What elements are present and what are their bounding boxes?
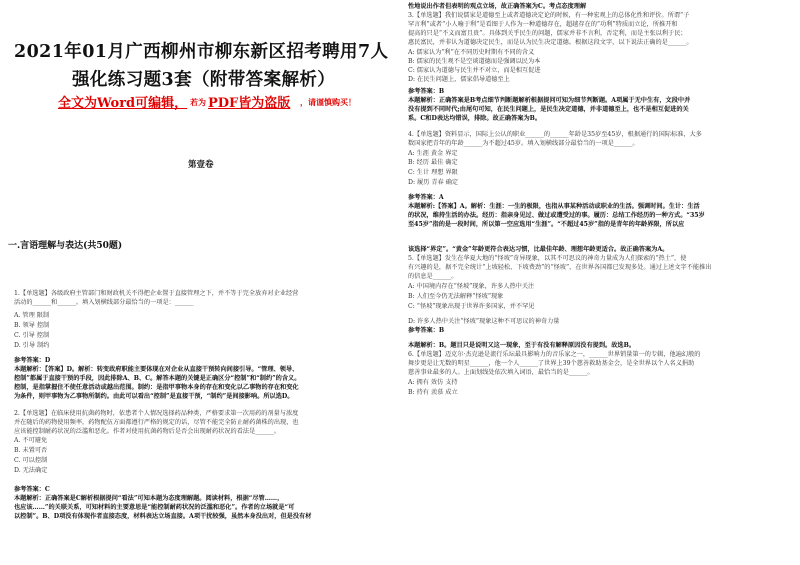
section-title: 一.言语理解与表达(共50题) (8, 241, 123, 251)
right-question-line: A: 生涯 黄金 界定 (408, 150, 458, 157)
right-question-line: A: 中国境内存在“怪坡”现象，许多人热中关注 (408, 283, 535, 290)
right-answer-line: 本题解析：正确答案是B考点细节判断题解析根据提问可知为细节判断题。A项属于无中生有，文段中并 (408, 97, 691, 104)
left-answer-line: 本题解析：【答案】D。解析：转变政府职能主要体现在对企业从直接干预转向间接引导。“管理、领导、 (14, 366, 299, 373)
right-answer-line: 系。C和D表达均错误，排除。故正确答案为B。 (408, 115, 542, 122)
right-question-line: 提高的只是“不义而富且贵”。具体到关乎民生的问题，儒家并非不言利，否定利，而是主张以利于民； (408, 30, 687, 37)
left-answer-line: 参考答案：C (14, 486, 50, 493)
left-answer-line: 以控制”。B、D项没有体现作者直接态度，材料表达立场直接。A项干扰较强，虽然本身没出对，但是没有材 (14, 513, 312, 520)
right-question-line: A: 儒家认为“利”在不同历史时期有不同的含义 (408, 49, 535, 56)
left-answer-line: 本题解析：正确答案是C解析根据提问“看法”可知本题为态度理解题。阅读材料，根据“尽管……， (14, 495, 284, 502)
left-question-line: C. 引导 控制 (14, 332, 50, 339)
right-question-line: 3.【单选题】我们说儒家是道德至上或者道德决定论的时候，有一种宏观上的总体化性和评价。所谓“子 (408, 12, 690, 19)
right-answer-line: 性地说出作者但表明的观点立场，故正确答案为C。考点态度理解 (408, 3, 587, 10)
right-question-line: 4.【单选题】资料显示，国际上公认的职业______的______年龄是35岁至45岁，根据通行的国际标准，大多 (408, 131, 702, 138)
right-question-line: B: 人们至今仍无法解释“怪坡”现象 (408, 293, 504, 300)
right-question-line: 的信息是______。 (408, 273, 458, 280)
right-answer-line: 至45岁”指的是一段时间，所以第一空应选用“生涯”。“不超过45岁”指的是青年的年龄界限，所以应 (408, 221, 685, 228)
right-question-line: B: 儒家的民生观不是空谈道德而是强调以民为本 (408, 58, 541, 65)
left-question-line: D. 无法确定 (14, 467, 48, 474)
document-title-line2: 强化练习题3套（附带答案解析） (72, 70, 336, 90)
right-question-line: C: 生计 理想 界限 (408, 169, 458, 176)
promo-tail: ，请谨慎购买！ (300, 97, 356, 107)
right-answer-line: 没有提到不同时代;由尾句可知，在民生问题上，是民生决定道德，并非道德至上，也不是相互促进的关 (408, 106, 689, 113)
left-answer-line: 为条件，则甲事物为乙事物所制约。由此可以看出“控制”是直接干预，“制约”是间接影响。所以选D。 (14, 393, 294, 400)
right-question-line: 数国家把青年的年龄______为不超过45岁。填入划横线部分最恰当的一项是______。 (408, 140, 639, 147)
right-column (400, 0, 800, 565)
left-question-line: A. 不可避免 (14, 437, 48, 444)
right-answer-line: 的状况，维持生活的办法。经历：指亲身见过、做过或遭受过的事。履历：总结工作经历的一种方式。“35岁 (408, 212, 705, 219)
left-question-line: B. 未置可否 (14, 447, 48, 454)
left-question-line: 应该能控制耐药状况的泛滥和恶化。作者对使用抗菌药物后是否会出现耐药状况的看法是______。 (14, 428, 281, 435)
left-answer-line: 也应该……”的关联关系，可知材料的主要意思是“能控制耐药状况的泛滥和恶化”。作者的立场就是“可 (14, 504, 295, 511)
left-question-line: 1.【单选题】各级政府主管部门和财政机关不得把企业置于直接管理之下，并不等于完全放弃对企业经营 (14, 290, 299, 297)
right-question-line: 慈善事业最多的人。上面划线处依次填入词语，最恰当的是______。 (408, 369, 594, 376)
right-question-line: 5.【单选题】发生在华夏大地的“怪坡”奇异现象，以其不可思议的神奇力量成为人们探索的“热土”，使 (408, 255, 687, 262)
right-answer-line: 参考答案：B (408, 327, 445, 334)
right-question-line: B: 经历 最佳 确定 (408, 159, 458, 166)
right-answer-line: 该选择“界定”。“黄金”年龄更符合表达习惯，比最佳年龄、理想年龄更适合。故正确答案为A。 (408, 246, 669, 253)
right-question-line: D: 许多人热中关注“怪坡”现象这种不可思议的神奇力量 (408, 318, 560, 325)
right-question-line: D: 履历 青春 确定 (408, 179, 459, 186)
left-question-line: 2.【单选题】在临床使用抗菌药物时，依患者个人情况选择药品种类，严格要求第一次用药的剂量与浓度 (14, 410, 299, 417)
right-answer-line: 本题解析:【答案】A。解析：生涯：一生的极限，也指从事某种活动或职业的生活。强调时间。生计：生活 (408, 203, 700, 210)
left-question-line: 并在随后的药物使用频率，药物配伍方面都遵行严格的规定的话，尽管不能完全防止耐药菌株的出现，也 (14, 419, 299, 426)
right-question-line: 惠民富民，并非认为道德决定民生，而是认为民生决定道德。根据这段文字，以下说法正确的是______。 (408, 39, 693, 46)
right-answer-line: 参考答案：B (408, 88, 445, 95)
right-answer-line: 参考答案：A (408, 194, 444, 201)
promo-pdf-prefix: 若为 (190, 97, 206, 107)
right-question-line: B: 持有 羡慕 成立 (408, 389, 458, 396)
right-question-line: 罕言利”或者“小人喻于利”是看图于人作为一种道德存在，超越存在的“功利”特质而立论，所推开和 (408, 21, 678, 28)
right-question-line: 6.【单选题】迈克尔·杰克逊是流行乐坛最具影响力的音乐家之一，______世界销量第一的专辑，他遍幻般的 (408, 351, 701, 358)
right-question-line: D: 在民生问题上，儒家倡导道德至上 (408, 76, 510, 83)
volume-label: 第壹卷 (188, 160, 214, 170)
left-answer-line: 控制”都属于直接干预的手段，因此排除A、B、C。解答本题的关键是正确区分“控制”和“制约”的含义。 (14, 375, 301, 382)
left-question-line: B. 领导 控制 (14, 322, 50, 329)
right-question-line: 舞步更是让无数的明星______，他一个人______了世界上39个慈善救助基金会，是全世界以个人名义捐助 (408, 360, 695, 367)
promo-word-notice: 全文为Word可编辑， (58, 96, 188, 111)
right-question-line: 有兴趣的是，据不完全统计“上坡轻松、下坡费劲”的“怪坡”，在世界各国都已发现多处。通过上述文字不能推出 (408, 264, 712, 271)
right-answer-line: 本题解析：B。题目只是说明又这一现象，至于有没有解释原因没有提到。故选B。 (408, 342, 636, 349)
right-question-line: C: 儒家认为道德与民生并不对立，而是相互促进 (408, 67, 541, 74)
right-question-line: A: 拥有 效仿 支持 (408, 379, 458, 386)
document-title-line1: 2021年01月广西柳州市柳东新区招考聘用7人 (14, 42, 389, 62)
left-question-line: A. 管理 限制 (14, 312, 50, 319)
left-answer-line: 控制，是指掌握住不使任意活动或越出范围。制约：是指甲事物本身的存在和变化以乙事物的存在和变化 (14, 384, 299, 391)
right-question-line: C: “怪坡”现象出现于世界许多国家，并不罕见 (408, 303, 535, 310)
left-question-line: 活动的______和______。填入划横线部分最恰当的一项是：______ (14, 299, 194, 306)
left-question-line: C. 可以控制 (14, 457, 48, 464)
left-question-line: D. 引导 制约 (14, 342, 50, 349)
promo-pdf-notice: PDF皆为盗版 (208, 96, 291, 111)
left-answer-line: 参考答案：D (14, 357, 51, 364)
